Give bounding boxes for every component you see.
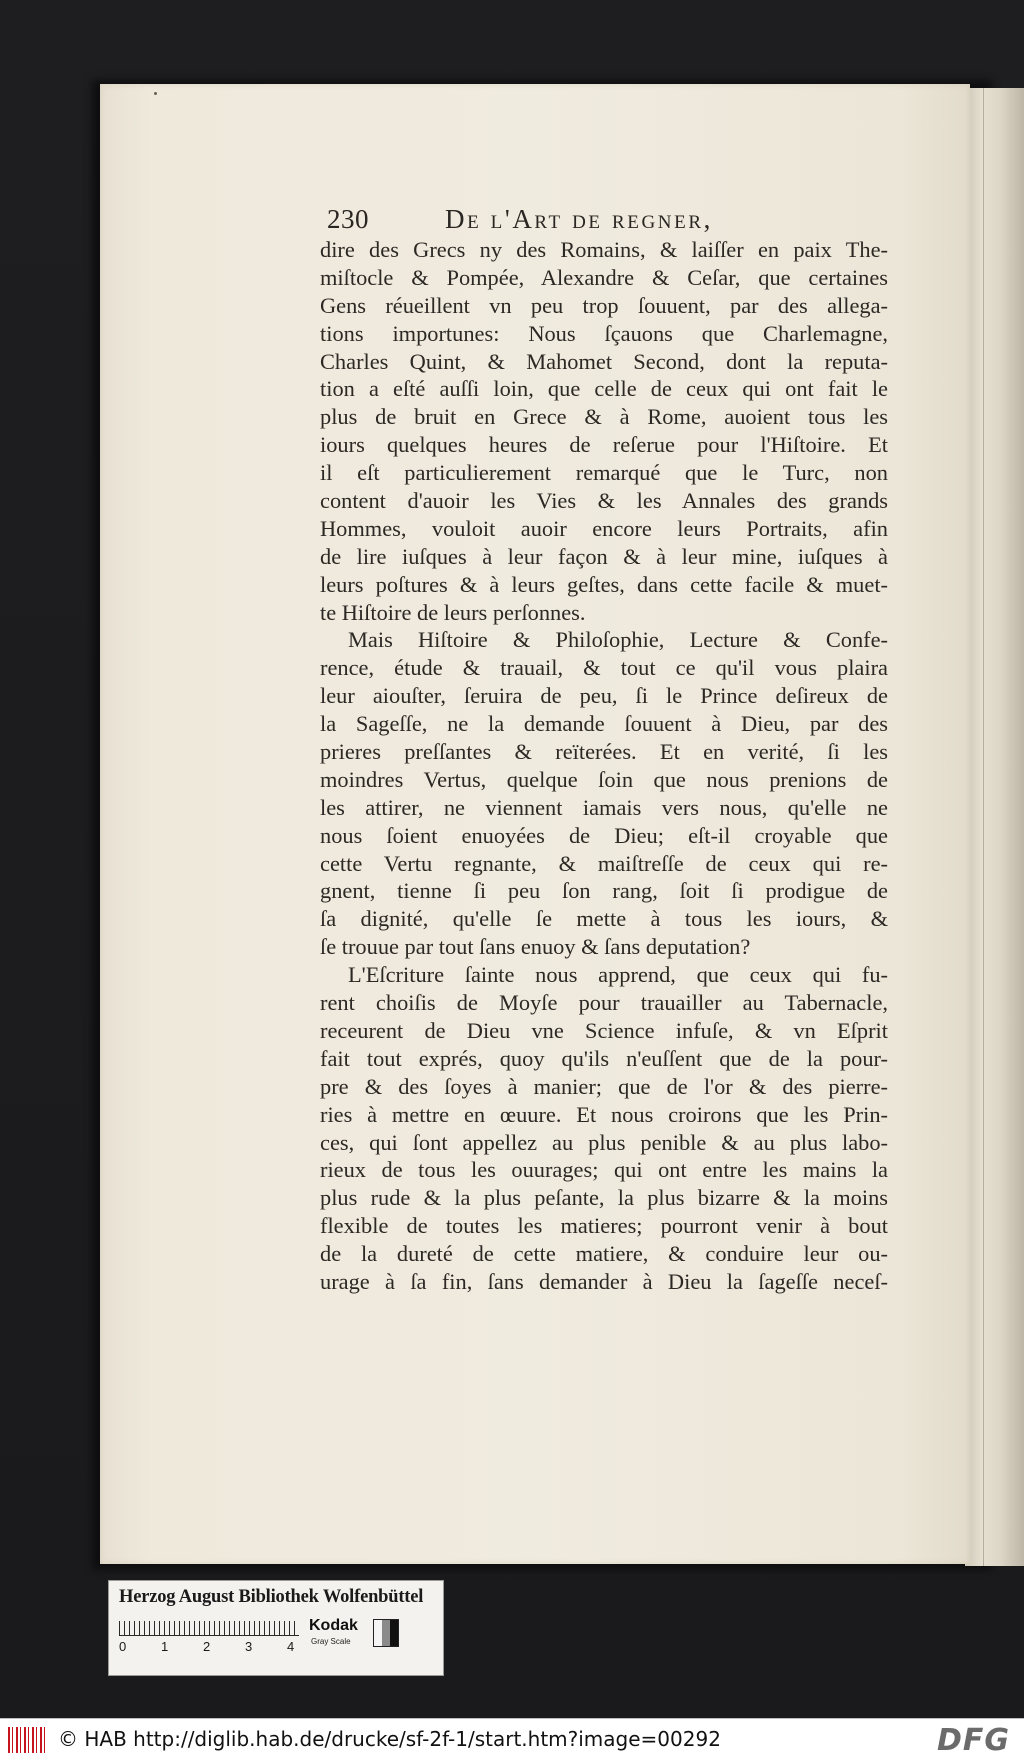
footer-credit-link[interactable]: © HAB http://diglib.hab.de/drucke/sf-2f-1/start.htm?image=00292 [58, 1727, 721, 1751]
ruler-number: 0 [119, 1639, 127, 1654]
text-line: moindres Vertus, quelque ſoin que nous prenions de [320, 766, 888, 792]
text-line: de lire iuſques à leur façon & à leur mine, iuſques à [320, 543, 888, 569]
kodak-logo: Kodak [309, 1617, 358, 1634]
text-line: tion a eſté auſſi loin, que celle de ceux qui ont fait le [320, 376, 888, 402]
text-line: L'Eſcriture ſainte nous apprend, que ceux qui fu- [348, 962, 888, 988]
body-text [320, 236, 888, 1296]
text-line: cette Vertu regnante, & maiſtreſſe de ceux qui re- [320, 850, 888, 876]
text-line: rent choiſis de Moyſe pour trauailler au Tabernacle, [320, 990, 888, 1016]
ruler-number: 3 [245, 1639, 253, 1654]
kodak-subtitle: Gray Scale [311, 1637, 351, 1646]
dfg-logo: DFG [936, 1723, 1010, 1758]
ruler-number: 1 [161, 1639, 169, 1654]
page-edge [965, 88, 1024, 1566]
ruler-number: 2 [203, 1639, 211, 1654]
text-line: prieres preſſantes & reïterées. Et en verité, ſi les [320, 739, 888, 765]
text-line: leurs poſtures & à leurs geſtes, dans cette facile & muet- [320, 571, 888, 597]
text-line: les attirer, ne viennent iamais vers nous, qu'elle ne [320, 794, 888, 820]
text-line: Gens réueillent vn peu trop ſouuent, par des allega- [320, 292, 888, 318]
color-calibration-card [108, 1580, 444, 1676]
gray-scale-patch [373, 1619, 399, 1647]
text-line: ces, qui ſont appellez au plus penible & au plus labo- [320, 1129, 888, 1155]
text-line: ſa dignité, qu'elle ſe mette à tous les iours, & [320, 906, 888, 932]
text-line: fait tout exprés, quoy qu'ils n'euſſent que de la pour- [320, 1045, 888, 1071]
scale-ruler [119, 1621, 299, 1636]
text-line: content d'auoir les Vies & les Annales des grands [320, 488, 888, 514]
text-line: dire des Grecs ny des Romains, & laiſſer en paix The- [320, 237, 888, 262]
text-line: il eſt particulierement remarqué que le Turc, non [320, 460, 888, 486]
text-line: nous ſoient enuoyées de Dieu; eſt-il croyable que [320, 822, 888, 848]
text-line: Charles Quint, & Mahomet Second, dont la reputa- [320, 348, 888, 374]
text-line: tions importunes: Nous ſçauons que Charlemagne, [320, 320, 888, 346]
footer-bar [0, 1718, 1024, 1760]
text-line: leur aiouſter, ſeruira de peu, ſi le Prince deſireux de [320, 683, 888, 709]
library-name: Herzog August Bibliothek Wolfenbüttel [119, 1587, 424, 1607]
text-line: rieux de tous les ouurages; qui ont entre les mains la [320, 1157, 888, 1183]
text-line: plus rude & la plus peſante, la plus bizarre & la moins [320, 1185, 888, 1211]
page-number: 230 [327, 204, 369, 234]
text-line: te Hiſtoire de leurs perſonnes. [320, 599, 586, 625]
text-line: ries à mettre en œuure. Et nous croirons que les Prin- [320, 1101, 888, 1127]
page-header [327, 204, 897, 240]
text-line: plus de bruit en Grece & à Rome, auoient tous les [320, 404, 888, 430]
text-line: rence, étude & trauail, & tout ce qu'il vous plaira [320, 655, 888, 681]
hab-logo-icon [8, 1727, 46, 1753]
text-line: urage à ſa fin, ſans demander à Dieu la ſageſſe neceſ- [320, 1268, 888, 1294]
text-line: de la dureté de cette matiere, & conduire leur ou- [320, 1241, 888, 1267]
text-line: pre & des ſoyes à manier; que de l'or & des pierre- [320, 1073, 888, 1099]
text-line: miſtocle & Pompée, Alexandre & Ceſar, que certaines [320, 264, 888, 290]
running-title: De l'Art de regner, [445, 204, 713, 234]
ink-speck [154, 92, 157, 95]
text-line: receurent de Dieu vne Science infuſe, & vn Eſprit [320, 1017, 888, 1043]
text-line: Hommes, vouloit auoir encore leurs Portraits, afin [320, 515, 888, 541]
text-line: ſe trouue par tout ſans enuoy & ſans deputation? [320, 934, 751, 960]
text-line: Mais Hiſtoire & Philoſophie, Lecture & Confe- [348, 627, 888, 653]
text-line: la Sageſſe, ne la demande ſouuent à Dieu, par des [320, 711, 888, 737]
text-line: gnent, tienne ſi peu ſon rang, ſoit ſi prodigue de [320, 878, 888, 904]
ruler-number: 4 [287, 1639, 295, 1654]
text-line: flexible de toutes les matieres; pourront venir à bout [320, 1213, 888, 1239]
text-line: iours quelques heures de reſerue pour l'Hiſtoire. Et [320, 432, 888, 458]
